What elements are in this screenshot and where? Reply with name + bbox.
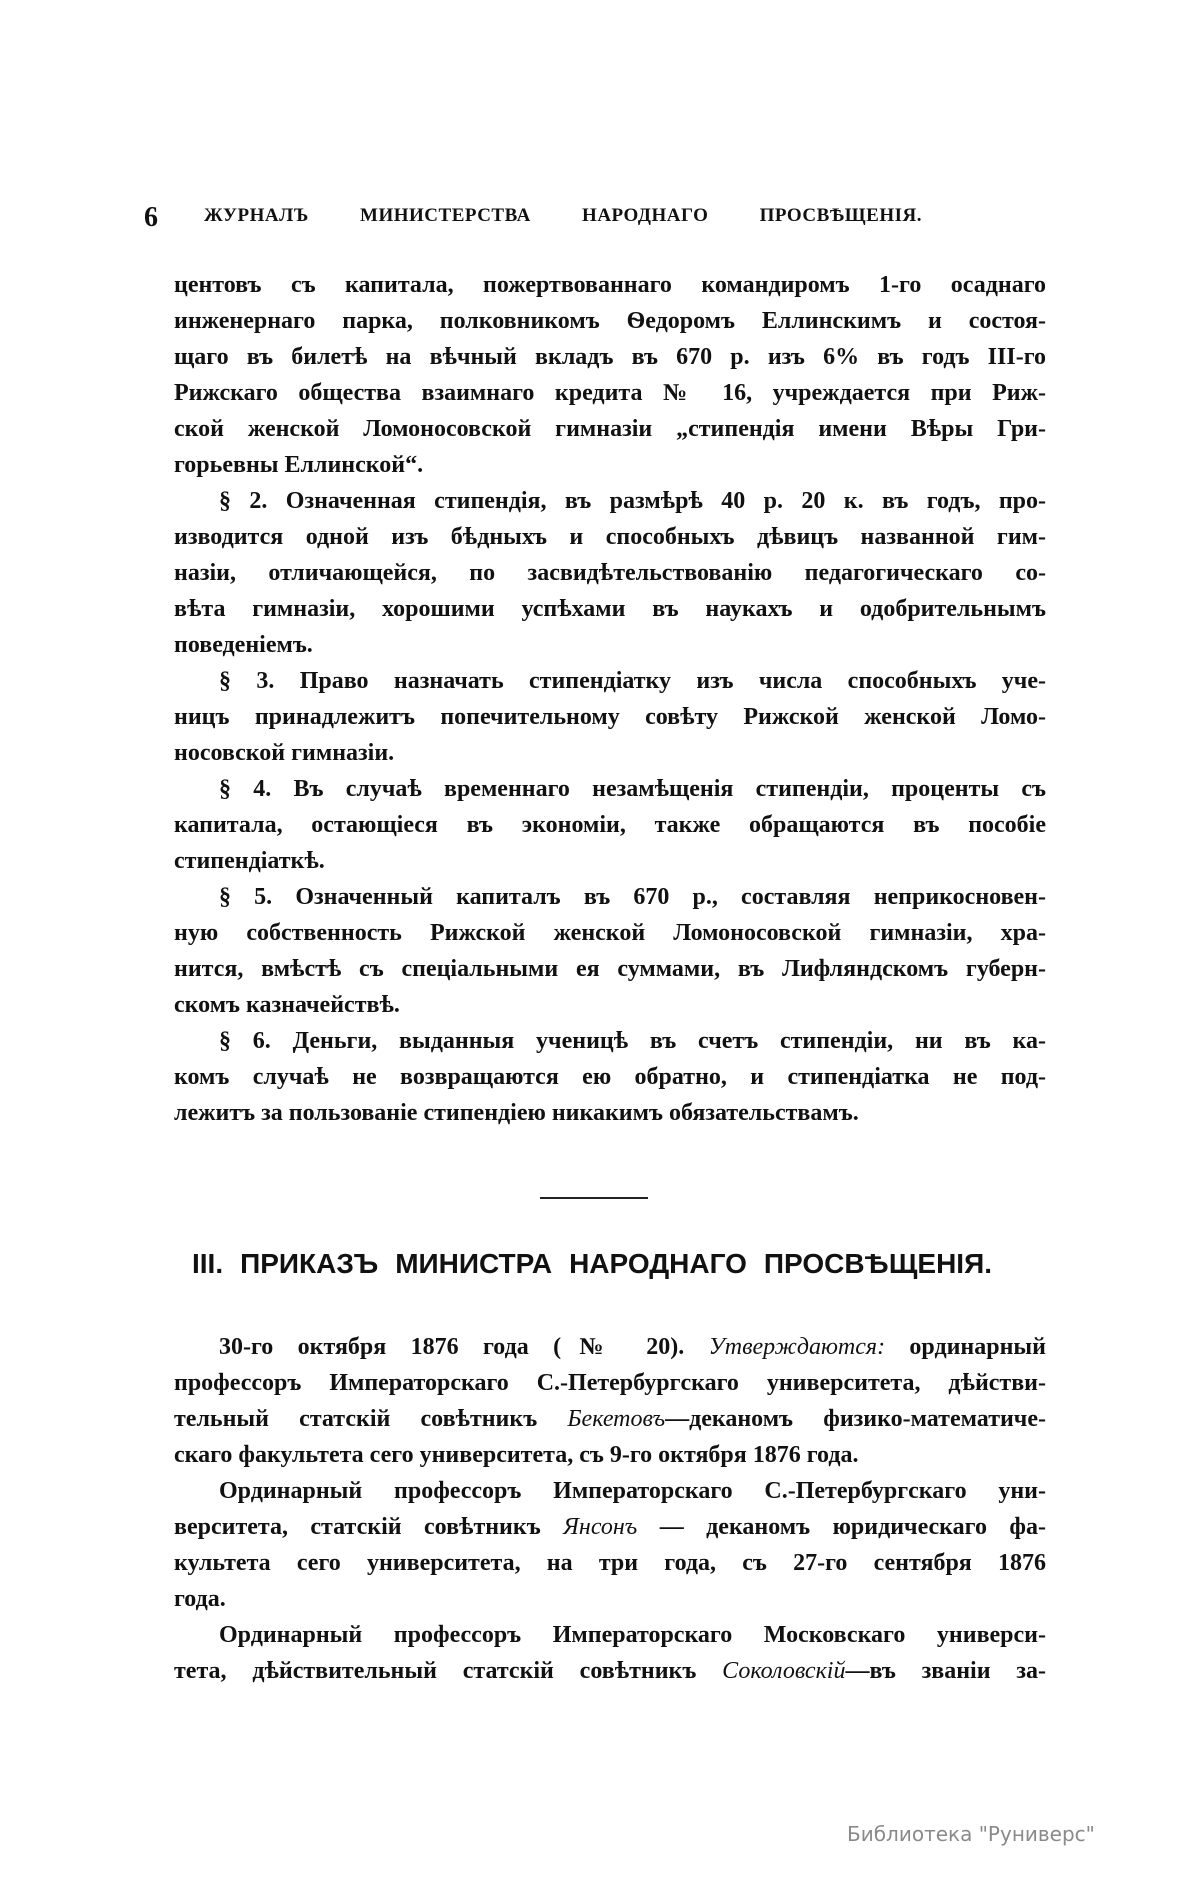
- page-number: 6: [144, 202, 158, 233]
- paragraph: [174, 1023, 1046, 1131]
- text-line: Ординарный профессоръ Императорскаго С.-Петербургскаго уни-: [219, 1478, 1046, 1504]
- text-line: § 2. Означенная стипендiя, въ размѣрѣ 40 р. 20 к. въ годъ, про-: [219, 488, 1046, 514]
- section-heading: III. ПРИКАЗЪ МИНИСТРА НАРОДНАГО ПРОСВѢЩЕНIЯ.: [192, 1248, 992, 1279]
- text-line: скаго факультета сего университета, съ 9-го октября 1876 года.: [174, 1442, 859, 1468]
- text-line: § 3. Право назначать стипендiатку изъ числа способныхъ уче-: [219, 668, 1046, 694]
- text-segment: — деканомъ юридическаго фа-: [637, 1514, 1046, 1540]
- text-line: ницъ принадлежитъ попечительному совѣту Рижской женской Ломо-: [174, 704, 1046, 730]
- text-line: вѣта гимназiи, хорошими успѣхами въ наукахъ и одобрительнымъ: [174, 596, 1046, 622]
- text-line: § 6. Деньги, выданныя ученицѣ въ счетъ стипендiи, ни въ ка-: [219, 1028, 1046, 1054]
- text-segment: верситета, статскiй совѣтникъ: [174, 1514, 564, 1540]
- text-line: § 5. Означенный капиталъ въ 670 р., составляя неприкосновен-: [219, 884, 1046, 910]
- section-2-text: [174, 1329, 1046, 1689]
- text-line: горьевны Еллинской“.: [174, 452, 424, 478]
- text-segment: —въ званiи за-: [845, 1658, 1046, 1684]
- paragraph: [174, 267, 1046, 483]
- text-line: [174, 1653, 1046, 1689]
- running-title: ЖУРНАЛЪ МИНИСТЕРСТВА НАРОДНАГО ПРОСВѢЩЕНIЯ.: [204, 205, 922, 226]
- text-line: стипендiаткѣ.: [174, 848, 325, 874]
- italic-name: Янсонъ: [563, 1514, 638, 1540]
- paragraph: [174, 771, 1046, 879]
- text-line: назiи, отличающейся, по засвидѣтельствованiю педагогическаго со-: [174, 560, 1046, 586]
- text-line: года.: [174, 1586, 226, 1612]
- text-line: носовской гимназiи.: [174, 740, 395, 766]
- italic-name: Бекетовъ: [567, 1406, 666, 1432]
- text-segment: тельный статскiй совѣтникъ: [174, 1406, 568, 1432]
- text-line: Ординарный профессоръ Императорскаго Московскаго универси-: [219, 1622, 1046, 1648]
- paragraph: [174, 1617, 1046, 1689]
- text-segment: тета, дѣйствительный статскiй совѣтникъ: [174, 1658, 723, 1684]
- text-line: капитала, остающiеся въ экономiи, также обращаются въ пособiе: [174, 812, 1046, 838]
- text-line: инженернаго парка, полковникомъ Ѳедоромъ Еллинскимъ и состоя-: [174, 308, 1046, 334]
- text-line: скомъ казначействѣ.: [174, 992, 400, 1018]
- paragraph: [174, 1473, 1046, 1617]
- text-line: щаго въ билетѣ на вѣчный вкладъ въ 670 р. изъ 6% въ годъ III-го: [174, 344, 1046, 370]
- text-line: профессоръ Императорскаго С.-Петербургскаго университета, дѣйстви-: [174, 1370, 1046, 1396]
- text-line: ской женской Ломоносовской гимназiи „стипендiя имени Вѣры Гри-: [174, 416, 1046, 442]
- text-line: [174, 1329, 1046, 1365]
- text-line: § 4. Въ случаѣ временнаго незамѣщенiя стипендiи, проценты съ: [219, 776, 1046, 802]
- text-line: комъ случаѣ не возвращаются ею обратно, и стипендiатка не под-: [174, 1064, 1046, 1090]
- section-1-text: [174, 267, 1046, 1131]
- text-line: [174, 1401, 1046, 1437]
- text-line: центовъ съ капитала, пожертвованнаго командиромъ 1-го осаднаго: [174, 272, 1046, 298]
- text-line: Рижскаго общества взаимнаго кредита № 16, учреждается при Риж-: [174, 380, 1046, 406]
- text-line: изводится одной изъ бѣдныхъ и способныхъ дѣвицъ названной гим-: [174, 524, 1046, 550]
- text-segment: 30-го октября 1876 года (№ 20).: [219, 1334, 709, 1360]
- text-line: ную собственность Рижской женской Ломоносовской гимназiи, хра-: [174, 920, 1046, 946]
- library-watermark: Библиотека "Руниверс": [847, 1822, 1095, 1846]
- paragraph: [174, 879, 1046, 1023]
- text-line: поведенiемъ.: [174, 632, 313, 658]
- paragraph: [174, 1329, 1046, 1473]
- italic-name: Соколовскiй: [722, 1658, 846, 1684]
- text-line: [174, 1509, 1046, 1545]
- text-line: культета сего университета, на три года, съ 27-го сентября 1876: [174, 1550, 1046, 1576]
- paragraph: [174, 483, 1046, 663]
- text-line: нится, вмѣстѣ съ спецiальными ея суммами, въ Лифляндскомъ губерн-: [174, 956, 1046, 982]
- italic-name: Утверждаются:: [708, 1334, 886, 1360]
- text-segment: —деканомъ физико-математиче-: [665, 1406, 1046, 1432]
- text-line: лежитъ за пользованiе стипендiею никакимъ обязательствамъ.: [174, 1100, 859, 1126]
- text-segment: ординарный: [885, 1334, 1047, 1360]
- paragraph: [174, 663, 1046, 771]
- section-divider: [540, 1197, 648, 1199]
